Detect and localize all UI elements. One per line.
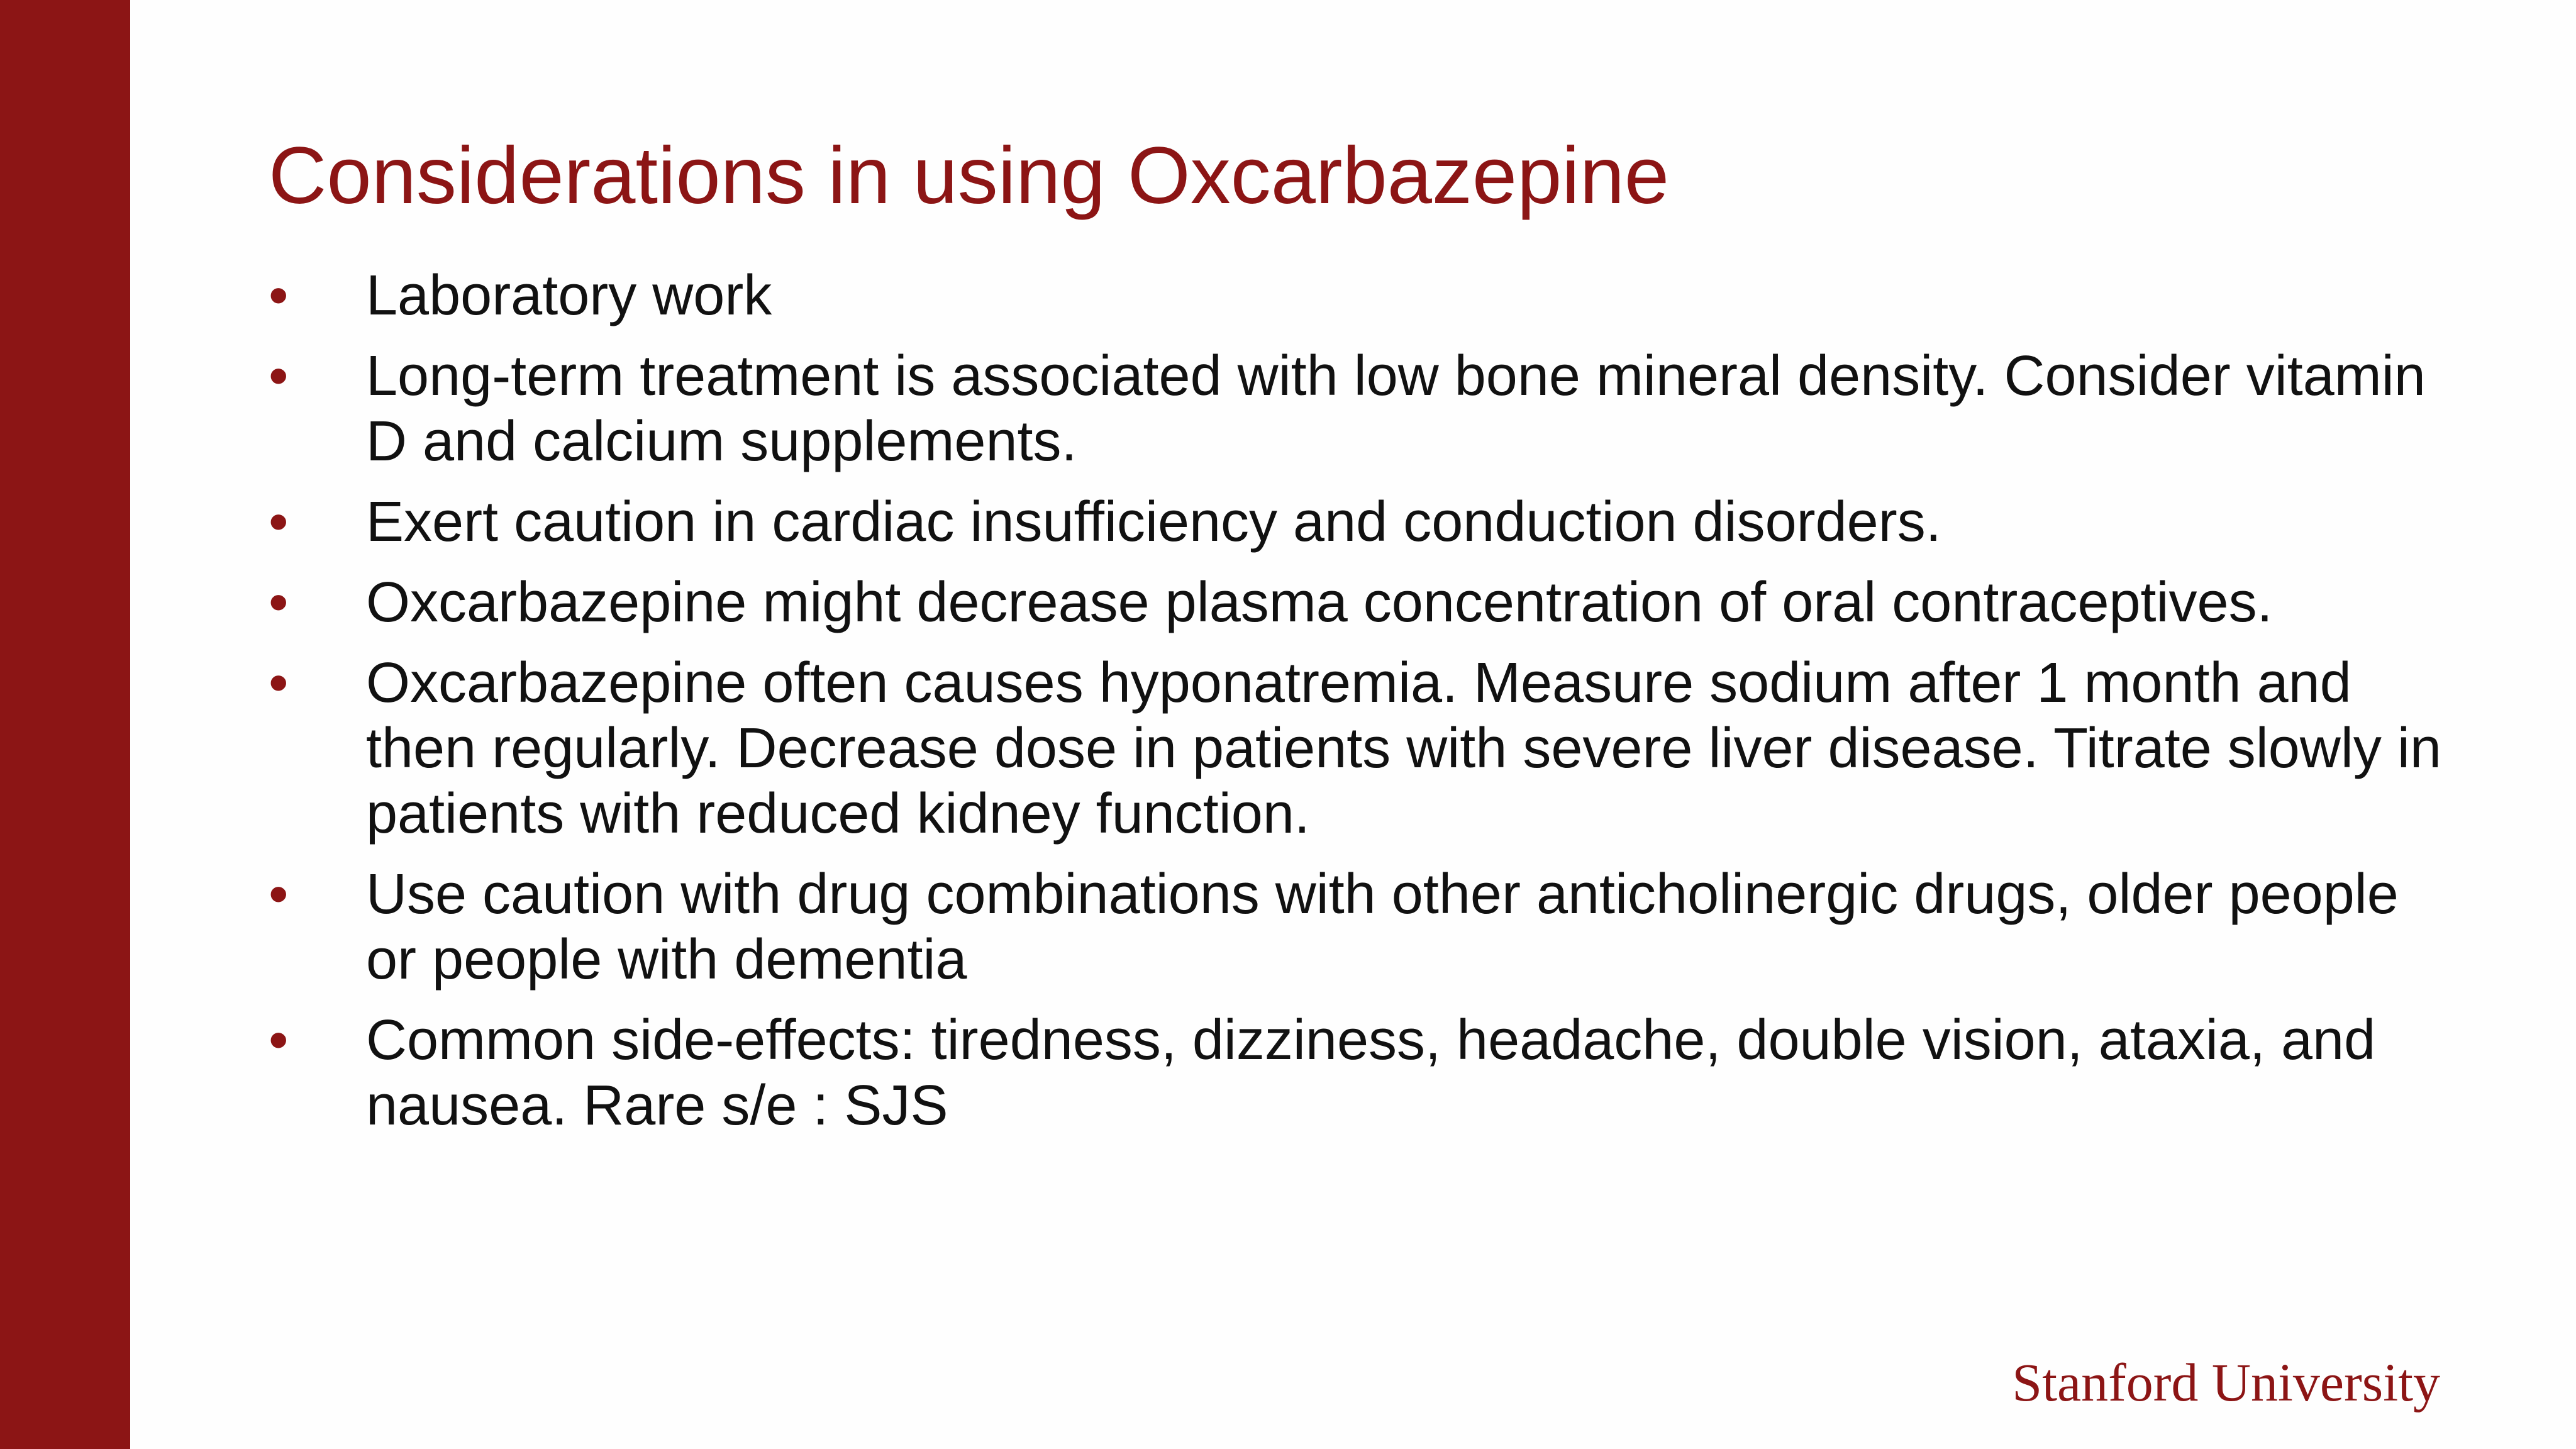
bullet-item [269, 570, 2457, 635]
bullet-text: Common side-effects: tiredness, dizziness, headache, double vision, ataxia, and nausea. Rare s/e : SJS [366, 1009, 2376, 1137]
bullet-text: Exert caution in cardiac insufficiency and conduction disorders. [366, 491, 1941, 553]
bullet-text: Use caution with drug combinations with other anticholinergic drugs, older people or people with dementia [366, 863, 2399, 991]
bullet-marker-icon: • [269, 491, 289, 553]
bullet-item [269, 489, 2457, 555]
slide-title: Considerations in using Oxcarbazepine [269, 131, 1670, 221]
bullet-marker-icon: • [269, 571, 289, 634]
bullet-item [269, 1008, 2457, 1138]
bullet-item [269, 263, 2457, 328]
bullet-item [269, 862, 2457, 992]
bullet-item [269, 343, 2457, 474]
bullet-marker-icon: • [269, 345, 289, 408]
accent-side-bar [0, 0, 130, 1449]
bullet-marker-icon: • [269, 264, 289, 327]
bullet-item [269, 650, 2457, 847]
bullet-text: Oxcarbazepine might decrease plasma concentration of oral contraceptives. [366, 571, 2273, 634]
bullet-text: Laboratory work [366, 264, 772, 327]
bullet-list [269, 263, 2457, 1153]
bullet-marker-icon: • [269, 652, 289, 714]
bullet-text: Long-term treatment is associated with low bone mineral density. Consider vitamin D and calcium supplements. [366, 345, 2426, 473]
stanford-university-logo: Stanford University [2012, 1352, 2440, 1413]
bullet-marker-icon: • [269, 863, 289, 926]
bullet-text: Oxcarbazepine often causes hyponatremia. Measure sodium after 1 month and then regularly. Decrease dose in patients with severe liver disease. Titrate slowly in patients with reduced kidney function. [366, 652, 2441, 845]
bullet-marker-icon: • [269, 1009, 289, 1072]
